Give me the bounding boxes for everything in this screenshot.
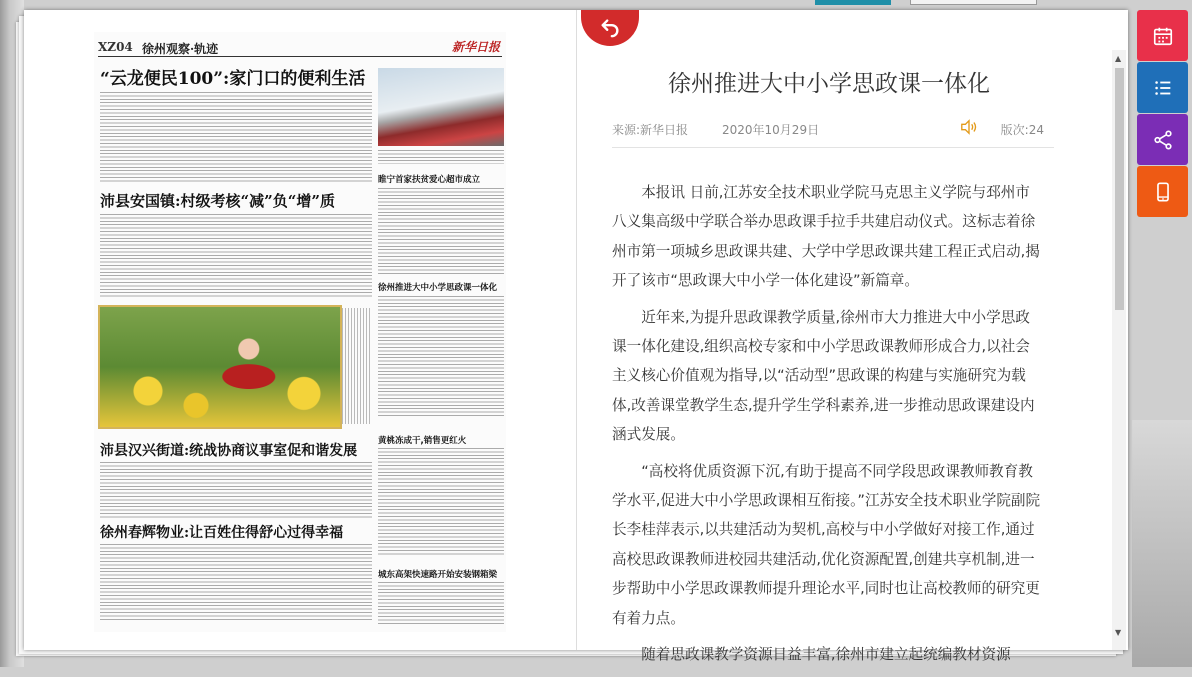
- article-text-block: [378, 188, 504, 274]
- background-top-field: [910, 0, 1037, 5]
- headline-2[interactable]: 沛县安国镇:村级考核“减”负“增”质: [100, 192, 336, 210]
- article-paragraph: 近年来,为提升思政课教学质量,徐州市大力推进大中小学思政课一体化建设,组织高校专家和中小学思政课教师形成合力,以社会主义核心价值观为指导,以“活动型”思政课的构建与实施研究为载体,改善课堂教学生态,提升学生学科素养,进一步推动思政课建设内涵式发展。: [612, 308, 1035, 444]
- article-text-block: [100, 544, 372, 622]
- background-building: [1132, 420, 1192, 667]
- article-text-block: [378, 448, 504, 556]
- background-top-tab: [815, 0, 891, 5]
- photo-elderly: [378, 68, 504, 146]
- calendar-button[interactable]: [1137, 10, 1188, 61]
- speaker-icon[interactable]: [960, 119, 978, 139]
- page-number: XZ04: [98, 40, 133, 54]
- article-title: 徐州推进大中小学思政课一体化: [668, 71, 990, 97]
- photo-flowers: [98, 305, 342, 429]
- share-button[interactable]: [1137, 114, 1188, 165]
- article-text-block: [100, 462, 372, 518]
- article-paragraph: 本报讯 日前,江苏安全技术职业学院马克思主义学院与邳州市八义集高级中学联合举办思政课手拉手共建启动仪式。这标志着徐州市第一项城乡思政课共建、大学中学思政课共建工程正式启动,揭开了该市“思政课大中小学一体化建设”新篇章。: [612, 184, 1040, 290]
- list-button[interactable]: [1137, 62, 1188, 113]
- masthead-logo: 新华日报: [451, 40, 500, 54]
- side-headline-4[interactable]: 城东高架快速路开始安装钢箱梁: [378, 570, 498, 580]
- newspaper-page[interactable]: [94, 32, 506, 632]
- reader-window: [24, 10, 1128, 664]
- share-icon: [1152, 129, 1174, 151]
- mobile-icon: [1152, 181, 1174, 203]
- list-icon: [1152, 77, 1174, 99]
- article-text-block: [378, 296, 504, 416]
- headline-3[interactable]: 沛县汉兴街道:统战协商议事室促和谐发展: [100, 443, 358, 459]
- article-scrollbar[interactable]: [1112, 50, 1126, 650]
- photo-caption-vertical: [342, 308, 372, 424]
- headline-1[interactable]: “云龙便民100”:家门口的便利生活: [100, 69, 366, 89]
- side-headline-1[interactable]: 睢宁首家扶贫爱心超市成立: [378, 175, 481, 185]
- page-divider: [576, 10, 577, 650]
- article-text-block: [378, 582, 504, 626]
- article-body: [612, 178, 1044, 677]
- section-name: 徐州观察·轨迹: [142, 42, 219, 56]
- scroll-up-icon[interactable]: ▲: [1115, 54, 1122, 63]
- article-paragraph: 随着思政课教学资源日益丰富,徐州市建立起统编教材资源: [641, 646, 1011, 664]
- article-text-block: [100, 92, 372, 184]
- article-meta: [612, 121, 1054, 148]
- calendar-icon: [1152, 25, 1174, 47]
- mobile-button[interactable]: [1137, 166, 1188, 217]
- article-source: 来源:新华日报: [612, 123, 689, 137]
- side-headline-3[interactable]: 黄桃冻成干,销售更红火: [378, 436, 467, 446]
- photo-caption: [378, 150, 504, 164]
- article-pane: [604, 10, 1054, 664]
- article-paragraph: “高校将优质资源下沉,有助于提高不同学段思政课教师教育教学水平,促进大中小学思政课相互衔接。”江苏安全技术职业学院副院长李桂萍表示,以共建活动为契机,高校与中小学做好对接工作,通过高校思政课教师进校园共建活动,优化资源配置,创建共享机制,进一步帮助中小学思政课教师提升理论水平,同时也让高校教师的研究更有着力点。: [612, 462, 1041, 627]
- side-headline-2[interactable]: 徐州推进大中小学思政课一体化: [378, 283, 498, 293]
- scroll-down-icon[interactable]: ▼: [1115, 628, 1122, 637]
- scrollbar-thumb[interactable]: [1115, 68, 1124, 310]
- article-date: 2020年10月29日: [722, 123, 820, 137]
- article-text-block: [100, 214, 372, 298]
- article-edition: 版次:24: [1000, 123, 1044, 137]
- headline-4[interactable]: 徐州春辉物业:让百姓住得舒心过得幸福: [100, 525, 344, 541]
- newspaper-header: [98, 38, 502, 57]
